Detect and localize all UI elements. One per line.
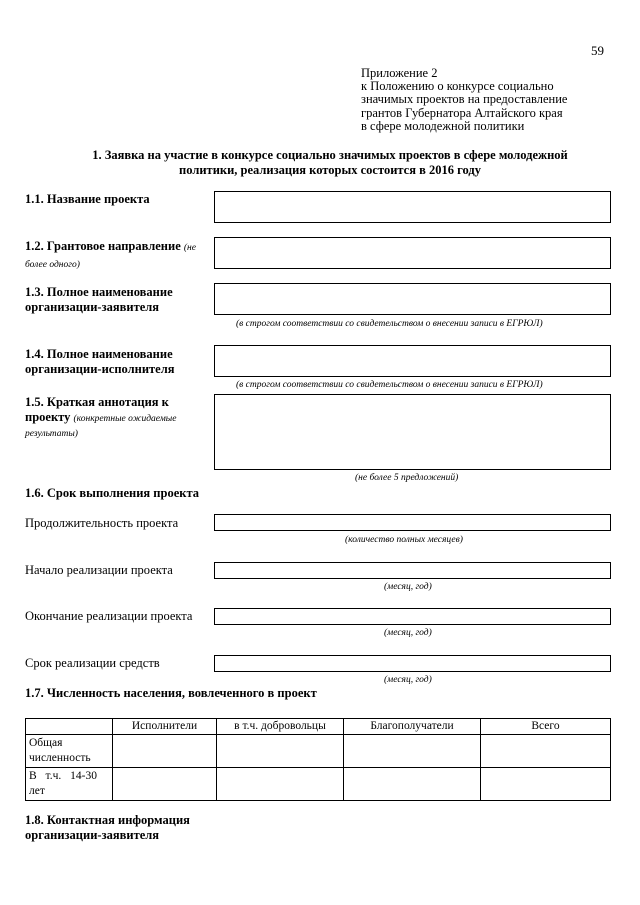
contact-heading-line: 1.8. Контактная информация — [25, 813, 190, 827]
grant-direction-field[interactable] — [214, 237, 611, 269]
row-label — [26, 735, 113, 768]
grant-direction-label — [25, 239, 215, 273]
appendix-line: грантов Губернатора Алтайского края — [361, 105, 563, 120]
applicant-org-field[interactable] — [214, 283, 611, 315]
population-heading: 1.7. Численность населения, вовлеченного в проект — [25, 686, 317, 700]
appendix-header — [361, 67, 567, 133]
annotation-field[interactable] — [214, 394, 611, 470]
term-heading: 1.6. Срок выполнения проекта — [25, 486, 199, 500]
applicant-org-label-line: организации-заявителя — [25, 300, 160, 314]
appendix-line: Приложение 2 — [361, 66, 438, 80]
project-name-field[interactable] — [214, 191, 611, 223]
table-cell[interactable] — [344, 768, 481, 801]
table-header-row — [26, 719, 611, 735]
end-note: (месяц, год) — [384, 628, 432, 638]
applicant-org-label — [25, 285, 173, 315]
grant-direction-title: 1.2. Грантовое направление — [25, 239, 181, 253]
executor-org-field[interactable] — [214, 345, 611, 377]
executor-org-label-line: 1.4. Полное наименование — [25, 347, 173, 361]
duration-label: Продолжительность проекта — [25, 516, 179, 530]
population-table — [25, 718, 611, 801]
annotation-hint-cont: результаты) — [25, 429, 78, 439]
duration-field[interactable] — [214, 514, 611, 531]
column-header: Всего — [481, 719, 611, 735]
table-cell[interactable] — [113, 735, 217, 768]
start-label: Начало реализации проекта — [25, 563, 173, 577]
applicant-org-label-line: 1.3. Полное наименование — [25, 285, 173, 299]
row-label — [26, 768, 113, 801]
table-cell[interactable] — [113, 768, 217, 801]
duration-note: (количество полных месяцев) — [345, 535, 463, 545]
document-title — [40, 148, 620, 178]
annotation-label-line: 1.5. Краткая аннотация к — [25, 395, 169, 409]
end-label: Окончание реализации проекта — [25, 609, 193, 623]
end-field[interactable] — [214, 608, 611, 625]
table-row — [26, 768, 611, 801]
contact-heading-line: организации-заявителя — [25, 828, 160, 842]
column-header: в т.ч. добровольцы — [217, 719, 344, 735]
applicant-org-note: (в строгом соответствии со свидетельством о внесении записи в ЕГРЮЛ) — [236, 319, 543, 329]
annotation-label-line: проекту — [25, 410, 71, 424]
row-label-line: В т.ч. 14-30 — [29, 770, 97, 782]
column-header: Исполнители — [113, 719, 217, 735]
table-row — [26, 735, 611, 768]
funds-note: (месяц, год) — [384, 675, 432, 685]
column-header — [26, 719, 113, 735]
start-note: (месяц, год) — [384, 582, 432, 592]
appendix-line: в сфере молодежной политики — [361, 118, 525, 133]
title-line-1: 1. Заявка на участие в конкурсе социально значимых проектов в сфере молодежной — [92, 148, 568, 162]
executor-org-label — [25, 347, 175, 377]
column-header: Благополучатели — [344, 719, 481, 735]
grant-direction-hint-cont: более одного) — [25, 260, 80, 270]
page-number: 59 — [591, 43, 604, 58]
executor-org-label-line: организации-исполнителя — [25, 362, 175, 376]
appendix-line: значимых проектов на предоставление — [361, 92, 568, 107]
appendix-line: к Положению о конкурсе социально — [361, 79, 554, 94]
funds-label: Срок реализации средств — [25, 656, 160, 670]
row-label-line: лет — [29, 785, 45, 797]
table-cell[interactable] — [217, 735, 344, 768]
contact-heading — [25, 813, 190, 843]
start-field[interactable] — [214, 562, 611, 579]
title-line-2: политики, реализация которых состоится в 2016 году — [179, 163, 481, 177]
funds-field[interactable] — [214, 655, 611, 672]
annotation-hint: (конкретные ожидаемые — [73, 414, 177, 424]
table-cell[interactable] — [344, 735, 481, 768]
annotation-label — [25, 395, 215, 442]
annotation-note: (не более 5 предложений) — [355, 473, 459, 483]
table-cell[interactable] — [217, 768, 344, 801]
table-cell[interactable] — [481, 768, 611, 801]
executor-org-note: (в строгом соответствии со свидетельством о внесении записи в ЕГРЮЛ) — [236, 380, 543, 390]
grant-direction-hint: (не — [183, 243, 196, 253]
row-label-line: Общая — [29, 737, 63, 749]
project-name-label: 1.1. Название проекта — [25, 192, 150, 206]
row-label-line: численность — [29, 752, 91, 764]
table-cell[interactable] — [481, 735, 611, 768]
